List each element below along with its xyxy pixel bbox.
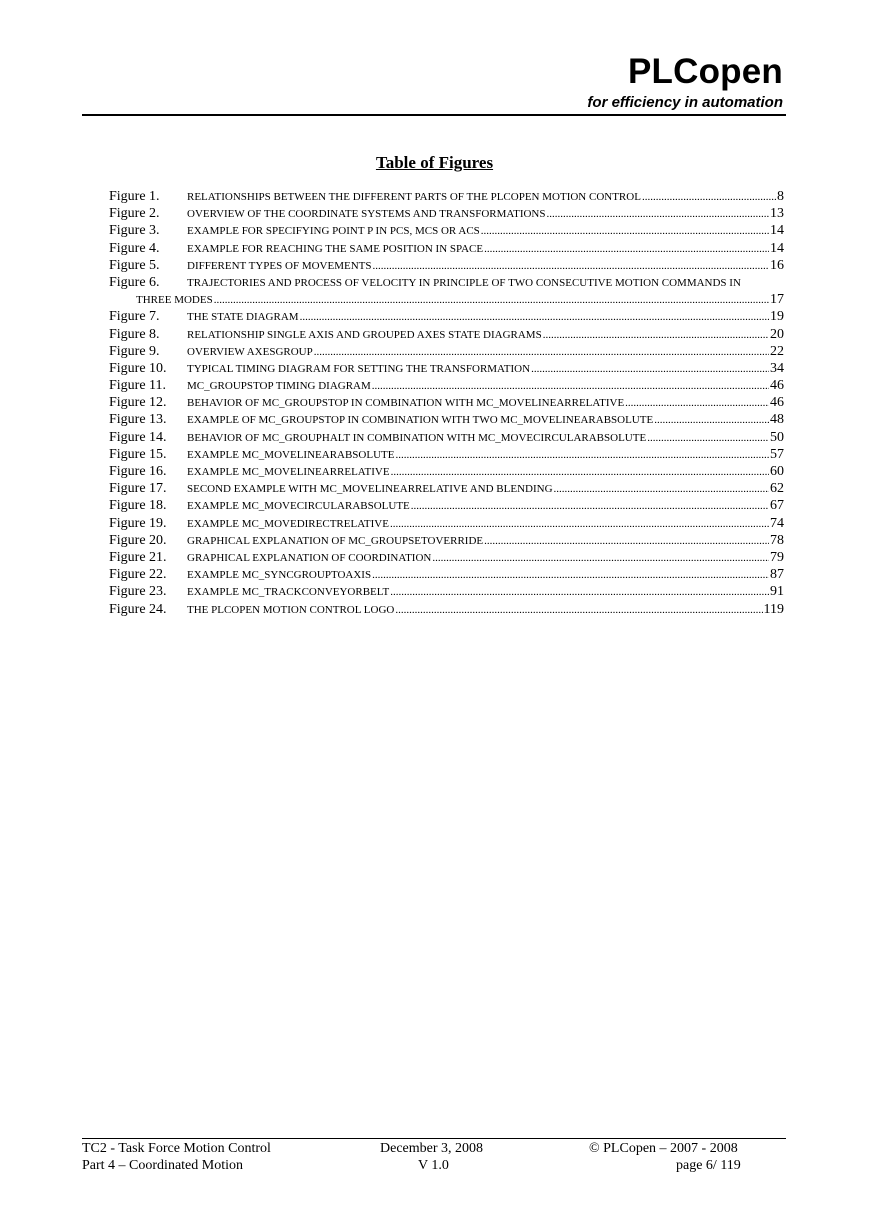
figure-number: Figure 17. xyxy=(109,481,167,497)
dot-leader xyxy=(395,447,769,464)
toc-entry[interactable] xyxy=(109,360,784,377)
footer-date: December 3, 2008 xyxy=(380,1141,484,1156)
figure-title[interactable]: SECOND EXAMPLE WITH MC_MOVELINEARRELATIVE AND BLENDING xyxy=(187,483,553,496)
toc-entry[interactable] xyxy=(109,274,784,308)
page-number[interactable]: 20 xyxy=(770,326,784,342)
toc-entry[interactable] xyxy=(109,429,784,446)
figure-title[interactable]: DIFFERENT TYPES OF MOVEMENTS xyxy=(187,259,372,272)
toc-entry[interactable] xyxy=(109,343,784,360)
figure-number: Figure 11. xyxy=(109,378,167,394)
figure-number: Figure 14. xyxy=(109,429,167,445)
figure-number: Figure 6. xyxy=(109,274,160,290)
page-number[interactable]: 14 xyxy=(770,240,784,256)
header-divider xyxy=(82,114,786,116)
page-number[interactable]: 8 xyxy=(777,189,784,204)
dot-leader xyxy=(654,412,769,429)
dot-leader xyxy=(543,327,769,344)
figure-number: Figure 23. xyxy=(109,584,167,600)
page-number[interactable]: 119 xyxy=(763,601,784,617)
toc-entry[interactable] xyxy=(109,257,784,274)
footer-divider xyxy=(82,1138,786,1139)
toc-entry[interactable] xyxy=(109,188,784,205)
page-number[interactable]: 60 xyxy=(770,464,784,479)
dot-leader xyxy=(554,481,769,498)
dot-leader xyxy=(647,430,769,447)
page-number[interactable]: 48 xyxy=(770,412,784,428)
figure-title[interactable]: GRAPHICAL EXPLANATION OF MC_GROUPSETOVERRIDE xyxy=(187,534,484,547)
dot-leader xyxy=(390,516,769,533)
footer-copyright: © PLCopen – 2007 - 2008 xyxy=(589,1141,738,1156)
toc-entry[interactable] xyxy=(109,463,784,480)
figure-title[interactable]: RELATIONSHIPS BETWEEN THE DIFFERENT PARTS OF THE PLCOPEN MOTION CONTROL xyxy=(187,191,641,203)
figure-number: Figure 4. xyxy=(109,240,160,256)
page-number[interactable]: 57 xyxy=(770,446,784,462)
figure-title[interactable]: EXAMPLE MC_MOVELINEARRELATIVE xyxy=(187,466,390,478)
figure-title[interactable]: EXAMPLE OF MC_GROUPSTOP IN COMBINATION WITH TWO MC_MOVELINEARABSOLUTE xyxy=(187,414,654,427)
toc-entry[interactable] xyxy=(109,222,784,239)
dot-leader xyxy=(372,567,769,584)
figure-title[interactable]: TRAJECTORIES AND PROCESS OF VELOCITY IN PRINCIPLE OF TWO CONSECUTIVE MOTION COMMANDS IN xyxy=(187,276,741,289)
figure-title[interactable]: OVERVIEW AXESGROUP xyxy=(187,345,313,358)
figure-number: Figure 13. xyxy=(109,412,167,428)
page-number[interactable]: 87 xyxy=(770,567,784,583)
figure-title[interactable]: EXAMPLE MC_MOVECIRCULARABSOLUTE xyxy=(187,500,410,513)
page-number[interactable]: 16 xyxy=(770,257,784,273)
dot-leader xyxy=(484,241,769,258)
toc-entry[interactable] xyxy=(109,566,784,583)
dot-leader xyxy=(642,189,776,206)
dot-leader xyxy=(484,533,769,550)
figure-title[interactable]: THE STATE DIAGRAM xyxy=(187,311,299,324)
dot-leader xyxy=(432,550,769,567)
figure-number: Figure 3. xyxy=(109,223,160,239)
figure-title-continuation[interactable]: THREE MODES xyxy=(136,294,213,307)
footer-version: V 1.0 xyxy=(418,1158,449,1173)
dot-leader xyxy=(395,602,762,619)
page-number[interactable]: 17 xyxy=(770,292,784,308)
page-number[interactable]: 50 xyxy=(770,429,784,445)
figure-title[interactable]: EXAMPLE FOR SPECIFYING POINT P IN PCS, MCS OR ACS xyxy=(187,225,480,238)
figure-number: Figure 7. xyxy=(109,309,160,325)
figure-title[interactable]: EXAMPLE FOR REACHING THE SAME POSITION IN SPACE xyxy=(187,242,484,255)
dot-leader xyxy=(390,584,769,601)
figure-number: Figure 1. xyxy=(109,189,160,204)
dot-leader xyxy=(547,206,770,223)
figure-title[interactable]: OVERVIEW OF THE COORDINATE SYSTEMS AND TRANSFORMATIONS xyxy=(187,208,546,221)
figure-title[interactable]: EXAMPLE MC_MOVELINEARABSOLUTE xyxy=(187,448,395,461)
figure-title[interactable]: BEHAVIOR OF MC_GROUPSTOP IN COMBINATION WITH MC_MOVELINEARRELATIVE xyxy=(187,397,625,410)
figure-title[interactable]: THE PLCOPEN MOTION CONTROL LOGO xyxy=(187,603,395,616)
figure-number: Figure 16. xyxy=(109,464,167,479)
figure-number: Figure 15. xyxy=(109,446,167,462)
page-number[interactable]: 13 xyxy=(770,206,784,222)
toc-entry[interactable] xyxy=(109,549,784,566)
figure-number: Figure 5. xyxy=(109,257,160,273)
page-number[interactable]: 91 xyxy=(770,584,784,600)
footer-task-force: TC2 - Task Force Motion Control xyxy=(82,1141,271,1156)
figure-number: Figure 21. xyxy=(109,549,167,565)
figure-number: Figure 22. xyxy=(109,567,167,583)
toc-entry[interactable] xyxy=(109,497,784,514)
page-number[interactable]: 14 xyxy=(770,223,784,239)
figure-title[interactable]: EXAMPLE MC_MOVEDIRECTRELATIVE xyxy=(187,517,389,530)
dot-leader xyxy=(391,464,769,481)
dot-leader xyxy=(531,361,769,378)
toc-title: Table of Figures xyxy=(375,153,494,172)
figure-number: Figure 20. xyxy=(109,532,167,548)
figure-number: Figure 24. xyxy=(109,601,167,617)
figure-number: Figure 8. xyxy=(109,326,160,342)
page-number[interactable]: 46 xyxy=(770,378,784,394)
figure-number: Figure 9. xyxy=(109,343,160,359)
figure-number: Figure 12. xyxy=(109,395,167,411)
figure-title[interactable]: EXAMPLE MC_SYNCGROUPTOAXIS xyxy=(187,569,372,582)
dot-leader xyxy=(314,344,769,361)
figure-title[interactable]: GRAPHICAL EXPLANATION OF COORDINATION xyxy=(187,551,432,564)
figure-number: Figure 19. xyxy=(109,515,167,531)
dot-leader xyxy=(300,309,769,326)
toc-entry[interactable] xyxy=(109,446,784,463)
toc-entry[interactable] xyxy=(109,480,784,497)
page-number[interactable]: 62 xyxy=(770,481,784,497)
toc-entry[interactable] xyxy=(109,326,784,343)
plcopen-logo: PLCopen xyxy=(627,52,783,91)
footer-page-number: page 6/ 119 xyxy=(676,1158,741,1173)
toc-entry[interactable] xyxy=(109,515,784,532)
page-number[interactable]: 78 xyxy=(770,532,784,548)
toc-entry[interactable] xyxy=(109,240,784,257)
footer-part: Part 4 – Coordinated Motion xyxy=(82,1158,243,1173)
page-number[interactable]: 19 xyxy=(770,309,784,325)
toc-entry[interactable] xyxy=(109,411,784,428)
figure-number: Figure 10. xyxy=(109,360,167,376)
dot-leader xyxy=(411,498,769,515)
page-number[interactable]: 34 xyxy=(770,360,784,376)
figure-number: Figure 2. xyxy=(109,206,160,222)
figure-title[interactable]: RELATIONSHIP SINGLE AXIS AND GROUPED AXES STATE DIAGRAMS xyxy=(187,328,542,341)
dot-leader xyxy=(372,258,769,275)
page-number[interactable]: 46 xyxy=(770,395,784,411)
figure-title[interactable]: EXAMPLE MC_TRACKCONVEYORBELT xyxy=(187,586,390,599)
figure-title[interactable]: MC_GROUPSTOP TIMING DIAGRAM xyxy=(187,380,371,393)
dot-leader xyxy=(625,395,769,412)
page-number[interactable]: 74 xyxy=(770,515,784,531)
toc-entry[interactable] xyxy=(109,377,784,394)
figure-number: Figure 18. xyxy=(109,498,167,514)
table-of-figures-list xyxy=(109,188,784,618)
page-number[interactable]: 22 xyxy=(770,343,784,359)
toc-entry[interactable] xyxy=(109,601,784,618)
toc-entry[interactable] xyxy=(109,583,784,600)
header-tagline: for efficiency in automation xyxy=(587,94,783,111)
toc-entry[interactable] xyxy=(109,308,784,325)
figure-title[interactable]: TYPICAL TIMING DIAGRAM FOR SETTING THE TRANSFORMATION xyxy=(187,362,531,375)
toc-entry[interactable] xyxy=(109,205,784,222)
page-number[interactable]: 67 xyxy=(770,498,784,514)
page-number[interactable]: 79 xyxy=(770,549,784,565)
figure-title[interactable]: BEHAVIOR OF MC_GROUPHALT IN COMBINATION WITH MC_MOVECIRCULARABSOLUTE xyxy=(187,431,647,444)
toc-entry[interactable] xyxy=(109,532,784,549)
dot-leader xyxy=(481,223,769,240)
dot-leader xyxy=(372,378,769,395)
toc-entry[interactable] xyxy=(109,394,784,411)
dot-leader xyxy=(214,292,769,309)
